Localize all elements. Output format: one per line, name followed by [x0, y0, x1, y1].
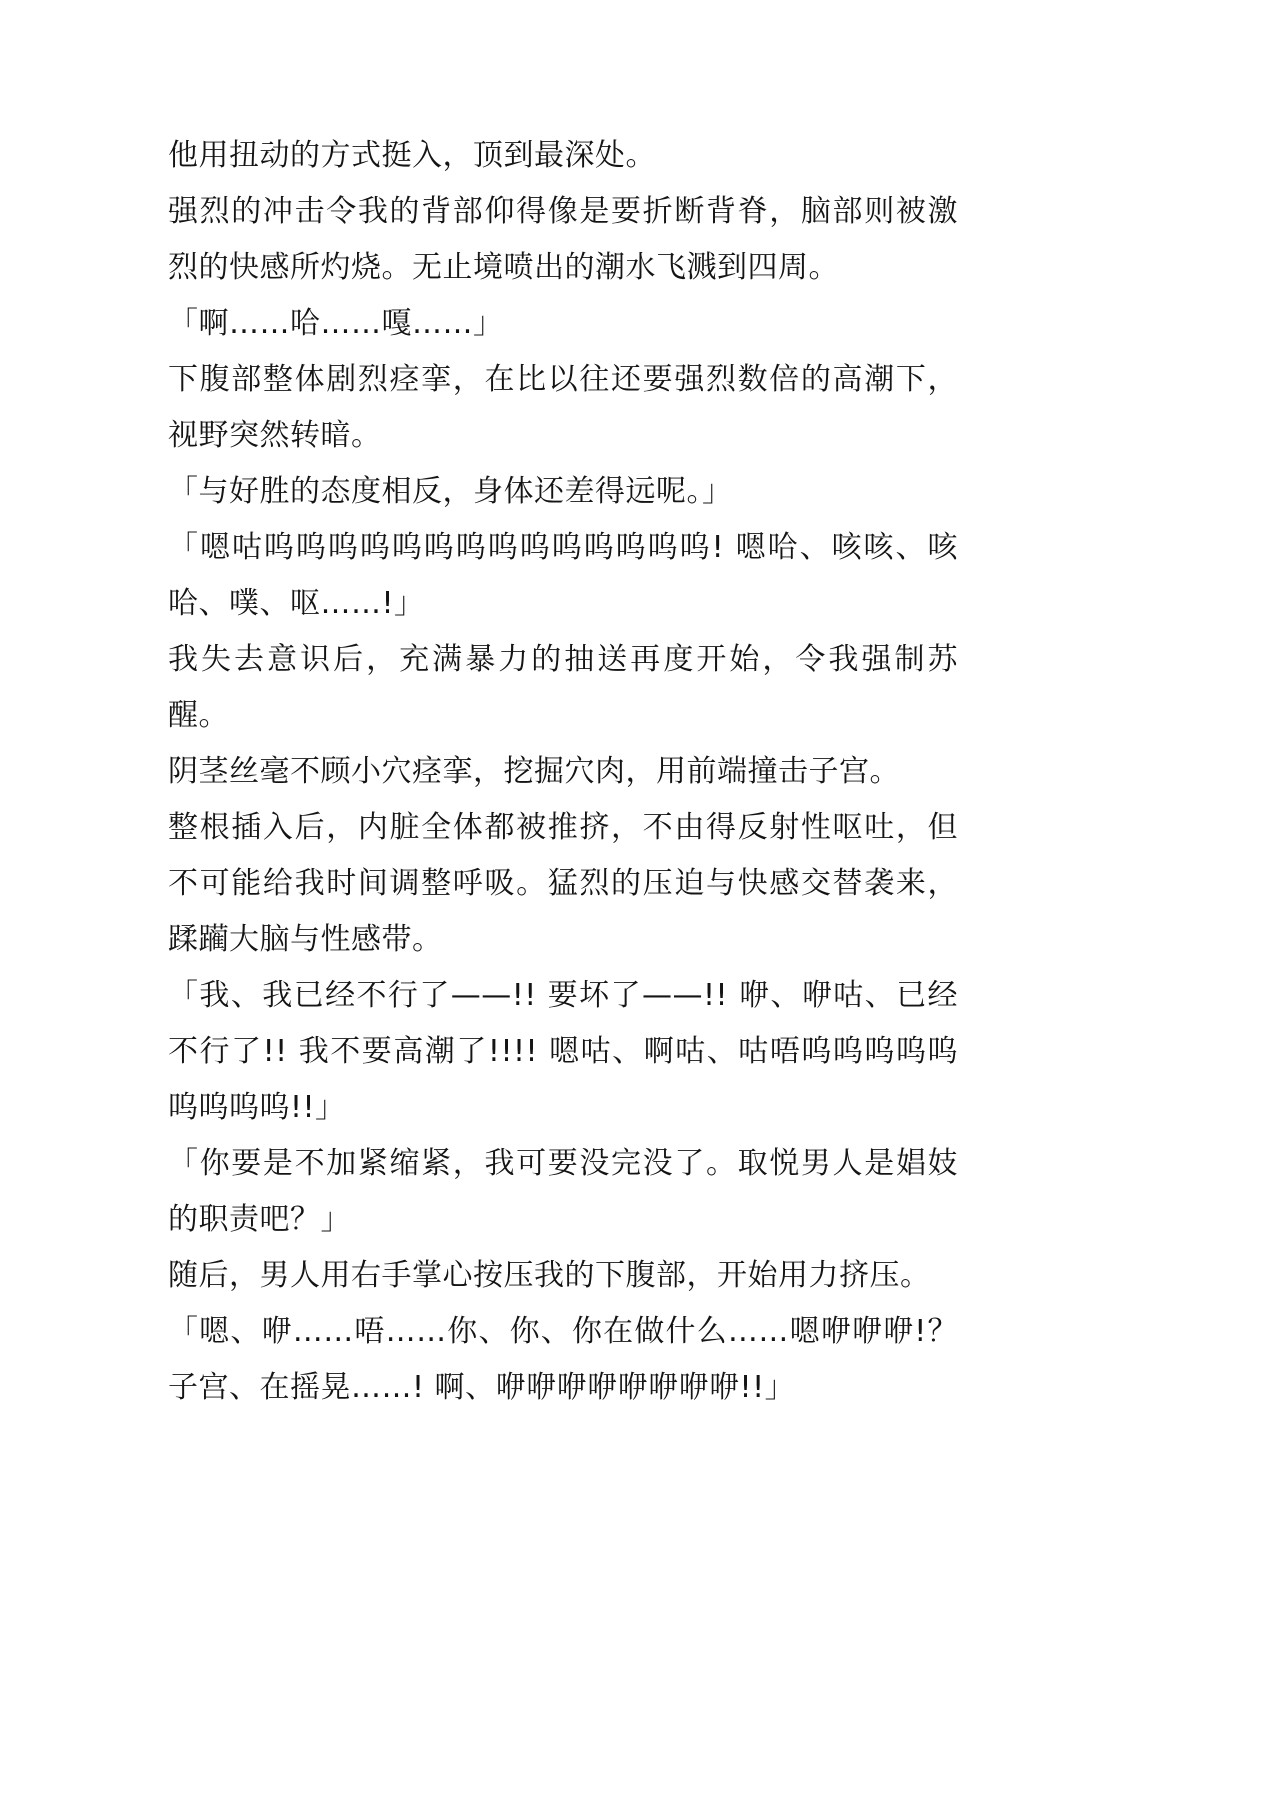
paragraph: 强烈的冲击令我的背部仰得像是要折断背脊，脑部则被激烈的快感所灼烧。无止境喷出的潮水飞溅到四周。 [168, 194, 958, 285]
document-text-body [168, 128, 958, 1416]
paragraph: 阴茎丝毫不顾小穴痉挛，挖掘穴肉，用前端撞击子宫。 [168, 754, 900, 789]
paragraph: 我失去意识后，充满暴力的抽送再度开始，令我强制苏醒。 [168, 642, 958, 733]
paragraph: 随后，男人用右手掌心按压我的下腹部，开始用力挤压。 [168, 1258, 931, 1293]
paragraph: 「啊……哈……嘎……」 [168, 306, 504, 341]
paragraph: 「你要是不加紧缩紧，我可要没完没了。取悦男人是娼妓的职责吧？」 [168, 1146, 958, 1237]
paragraph: 下腹部整体剧烈痉挛，在比以往还要强烈数倍的高潮下，视野突然转暗。 [168, 362, 958, 453]
paragraph: 整根插入后，内脏全体都被推挤，不由得反射性呕吐，但不可能给我时间调整呼吸。猛烈的压迫与快感交替袭来，蹂躏大脑与性感带。 [168, 810, 958, 957]
paragraph: 「与好胜的态度相反，身体还差得远呢。」 [168, 474, 733, 509]
paragraph: 「嗯、咿……唔……你、你、你在做什么……嗯咿咿咿!？ 子宫、在摇晃……! 啊、咿咿咿咿咿咿咿咿!!」 [168, 1314, 958, 1405]
paragraph: 他用扭动的方式挺入，顶到最深处。 [168, 138, 656, 173]
paragraph: 「嗯咕呜呜呜呜呜呜呜呜呜呜呜呜呜呜! 嗯哈、咳咳、咳哈、噗、呕……!」 [168, 530, 958, 621]
paragraph: 「我、我已经不行了——!! 要坏了——!! 咿、咿咕、已经不行了!! 我不要高潮了!!!! 嗯咕、啊咕、咕唔呜呜呜呜呜呜呜呜呜!!」 [168, 978, 958, 1125]
